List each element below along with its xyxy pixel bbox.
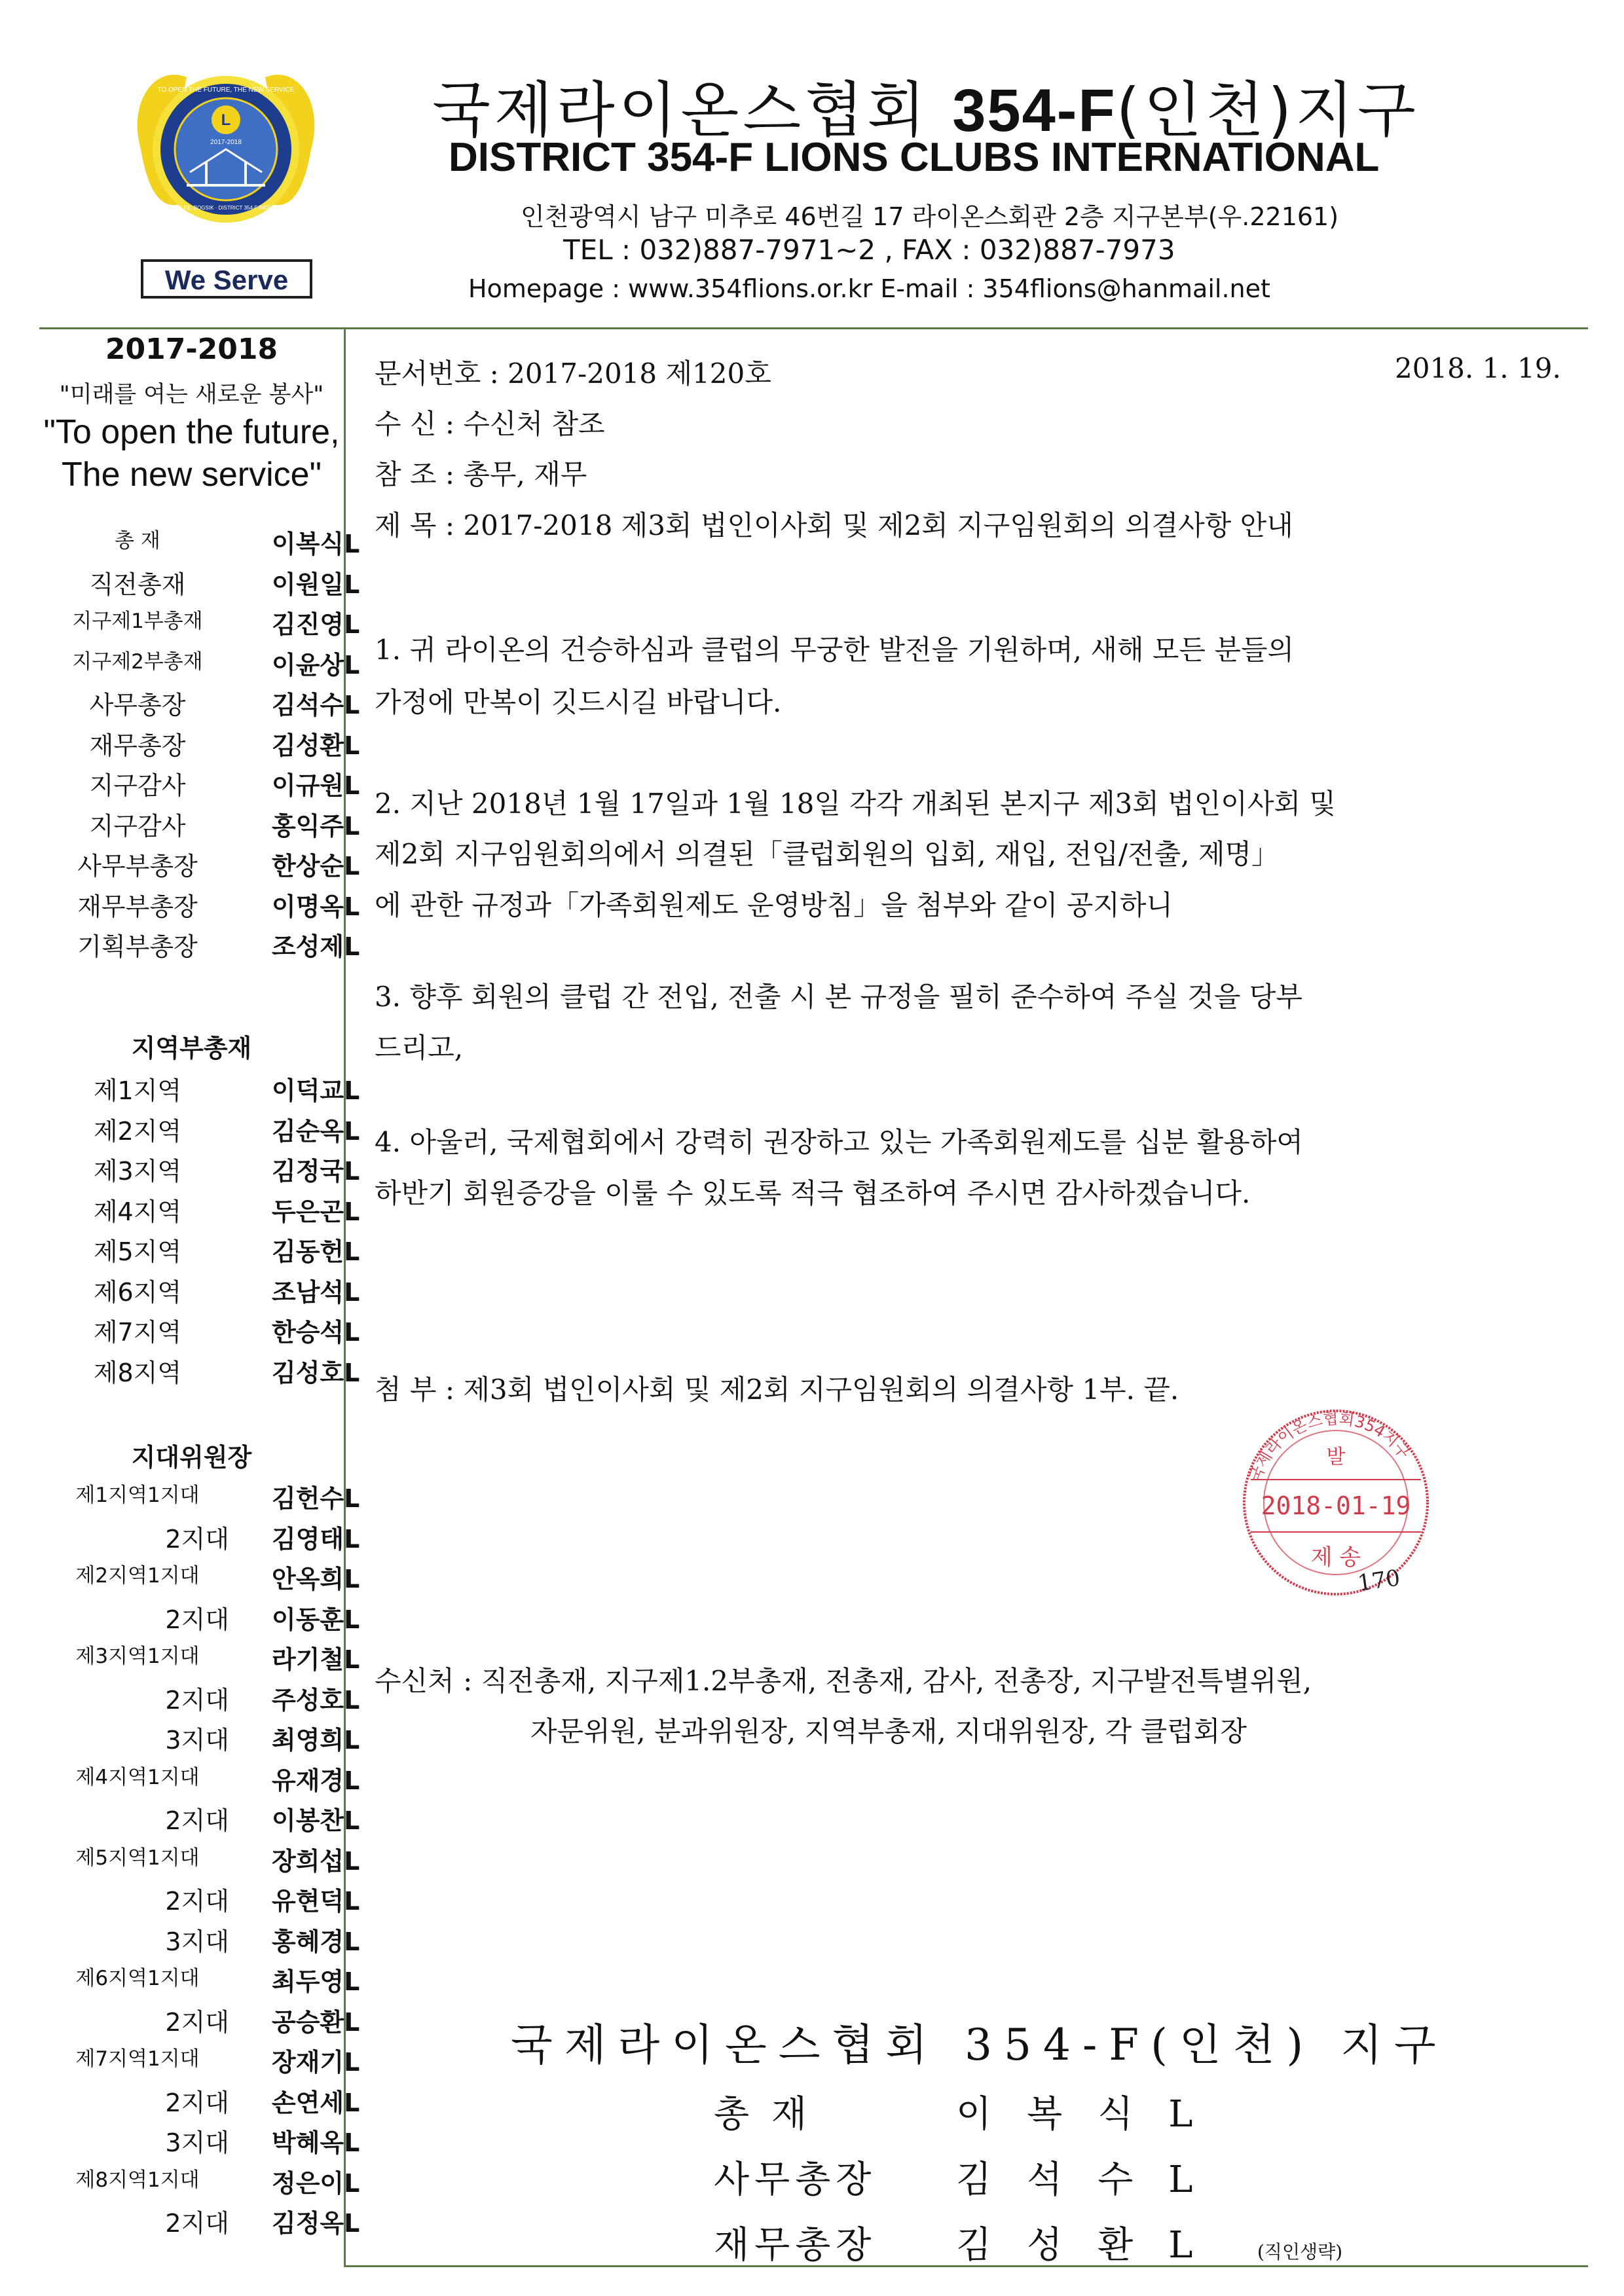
signature-name: 이복식L xyxy=(956,2093,1228,2136)
sidebar-person-row xyxy=(39,1478,360,1518)
person-name: 안옥희L xyxy=(272,1565,360,1594)
sidebar-person-row xyxy=(39,1519,360,1558)
person-name: 라기철L xyxy=(272,1645,360,1674)
sidebar-slogan-en-1: "To open the future, xyxy=(43,413,340,451)
person-name: 김정국L xyxy=(272,1157,360,1186)
sidebar-person-row xyxy=(39,1111,360,1150)
person-title: 2지대 xyxy=(165,1524,229,1554)
person-name: 공승환L xyxy=(272,2007,360,2037)
seal-omitted-note: (직인생략) xyxy=(1257,2241,1343,2263)
logo-ring-bottom: GOVERNOR LEE, BOGSIK · DISTRICT 354-F INCHEON KOREA xyxy=(149,205,303,211)
person-name: 김동헌L xyxy=(272,1237,360,1266)
we-serve-badge: We Serve xyxy=(141,259,312,299)
header-tel-fax: TEL : 032)887-7971~2 , FAX : 032)887-7973 xyxy=(563,234,1175,266)
person-title: 제1지역1지대 xyxy=(75,1484,200,1507)
sidebar-person-row xyxy=(39,1231,360,1271)
sidebar-person-row xyxy=(39,1800,360,1840)
person-name: 김헌수L xyxy=(272,1484,360,1513)
paragraph-line: 4. 아울러, 국제협회에서 강력히 권장하고 있는 가족회원제도를 십분 활용하여 xyxy=(375,1126,1303,1158)
person-name: 유현덕L xyxy=(272,1887,360,1916)
sidebar-slogan-en-2: The new service" xyxy=(61,456,322,494)
signature-role: 총 재 xyxy=(714,2093,812,2136)
svg-text:L: L xyxy=(221,111,231,129)
sidebar-person-row xyxy=(39,1760,360,1800)
signature-role: 재무총장 xyxy=(714,2224,877,2267)
person-name: 김영태L xyxy=(272,1524,360,1554)
person-name: 이동훈L xyxy=(272,1605,360,1634)
sidebar-person-row xyxy=(39,604,360,644)
lions-logo xyxy=(128,51,324,247)
person-name: 최두영L xyxy=(272,1967,360,1996)
header-title-ko-suffix: (인천)지구 xyxy=(1116,75,1420,145)
sidebar-person-row xyxy=(39,926,360,966)
person-title: 재무부총장 xyxy=(77,892,198,921)
person-name: 이윤상L xyxy=(272,650,360,680)
paragraph-line: 1. 귀 라이온의 건승하심과 클럽의 무궁한 발전을 기원하며, 새해 모든 분들의 xyxy=(375,634,1295,666)
person-title: 2지대 xyxy=(165,1806,229,1835)
person-name: 이덕교L xyxy=(272,1076,360,1105)
person-name: 이봉찬L xyxy=(272,1806,360,1835)
person-title: 지구감사 xyxy=(89,811,186,841)
sidebar-person-row xyxy=(39,1680,360,1719)
sidebar-person-row xyxy=(39,765,360,805)
sidebar-person-row xyxy=(39,564,360,604)
person-title: 사무총장 xyxy=(89,691,186,720)
person-title: 3지대 xyxy=(165,1927,229,1956)
paragraph-line: 가정에 만복이 깃드시길 바랍니다. xyxy=(375,686,782,718)
person-name: 김성환L xyxy=(272,731,360,760)
person-name: 최영희L xyxy=(272,1726,360,1755)
person-title: 제5지역1지대 xyxy=(75,1846,200,1870)
recipients-line-2: 자문위원, 분과위원장, 지역부총재, 지대위원장, 각 클럽회장 xyxy=(530,1715,1247,1747)
person-title: 제4지역 xyxy=(93,1197,182,1226)
person-title: 제8지역1지대 xyxy=(75,2168,200,2192)
doc-subject: 제 목 : 2017-2018 제3회 법인이사회 및 제2회 지구임원회의 의결사항 안내 xyxy=(375,509,1293,541)
person-name: 유재경L xyxy=(272,1766,360,1795)
paragraph-line: 하반기 회원증강을 이룰 수 있도록 적극 협조하여 주시면 감사하겠습니다. xyxy=(375,1177,1251,1209)
person-name: 주성호L xyxy=(272,1685,360,1715)
person-title: 2지대 xyxy=(165,2007,229,2037)
sidebar-person-row xyxy=(39,1070,360,1110)
sidebar-person-row xyxy=(39,1961,360,2001)
person-name: 한상순L xyxy=(272,852,360,881)
sidebar-person-row xyxy=(39,1639,360,1679)
person-name: 이명옥L xyxy=(272,892,360,921)
person-title: 2지대 xyxy=(165,1605,229,1634)
doc-recipient: 수 신 : 수신처 참조 xyxy=(375,408,605,440)
person-title: 제4지역1지대 xyxy=(75,1765,200,1789)
sidebar-person-row xyxy=(39,2163,360,2202)
logo-year: 2017-2018 xyxy=(210,139,242,146)
sidebar-person-row xyxy=(39,1720,360,1759)
person-name: 조남석L xyxy=(272,1277,360,1307)
stamp-org: 국제라이온스협회354지구 xyxy=(1246,1409,1414,1485)
person-title: 직전총재 xyxy=(89,570,186,599)
person-title: 제6지역 xyxy=(93,1277,182,1307)
person-title: 3지대 xyxy=(165,2128,229,2157)
person-title: 2지대 xyxy=(165,1887,229,1916)
sidebar-person-row xyxy=(39,524,360,563)
person-title: 제7지역 xyxy=(93,1318,182,1347)
header-title-ko-code: 354-F xyxy=(952,77,1116,144)
signature-org: 국제라이온스협회 354-F(인천) 지구 xyxy=(511,2020,1448,2070)
person-name: 김정옥L xyxy=(272,2209,360,2238)
person-name: 조성제L xyxy=(272,932,360,961)
person-title: 총 재 xyxy=(115,529,160,553)
sidebar-year: 2017-2018 xyxy=(105,333,278,366)
person-title: 제3지역1지대 xyxy=(75,1645,200,1668)
signature-name: 김석수L xyxy=(956,2159,1228,2201)
person-title: 제2지역 xyxy=(93,1116,182,1146)
person-title: 지구제1부총재 xyxy=(72,610,203,633)
logo-ring-top: TO OPEN THE FUTURE, THE NEW SERVICE xyxy=(157,86,295,94)
sidebar-person-row xyxy=(39,846,360,885)
sidebar-person-row xyxy=(39,1312,360,1351)
stamp-bottom: 제 송 xyxy=(1310,1544,1361,1571)
sidebar-person-row xyxy=(39,2083,360,2122)
person-title: 지구감사 xyxy=(89,771,186,800)
doc-number: 문서번호 : 2017-2018 제120호 xyxy=(375,357,771,390)
sidebar-person-row xyxy=(39,685,360,724)
person-name: 김석수L xyxy=(272,691,360,720)
sidebar-person-row xyxy=(39,1841,360,1880)
person-title: 지구제2부총재 xyxy=(72,649,203,674)
person-name: 홍익주L xyxy=(272,811,360,841)
paragraph-line: 2. 지난 2018년 1월 17일과 1월 18일 각각 개최된 본지구 제3회 법인이사회 및 xyxy=(375,788,1336,820)
sidebar-person-row xyxy=(39,1192,360,1231)
person-name: 정은이L xyxy=(272,2168,360,2198)
person-title: 제2지역1지대 xyxy=(75,1564,200,1588)
recipients-line-1: 수신처 : 직전총재, 지구제1.2부총재, 전총재, 감사, 전총장, 지구발전특별위원, xyxy=(375,1665,1312,1697)
region-heading: 지역부총재 xyxy=(131,1034,252,1063)
sidebar-person-row xyxy=(39,1881,360,1920)
signature-role: 사무총장 xyxy=(714,2159,877,2201)
doc-attachment: 첨 부 : 제3회 법인이사회 및 제2회 지구임원회의 의결사항 1부. 끝. xyxy=(375,1374,1179,1406)
person-name: 김성호L xyxy=(272,1358,360,1387)
header-address: 인천광역시 남구 미추로 46번길 17 라이온스회관 2층 지구본부(우.22161) xyxy=(521,202,1339,231)
header-divider xyxy=(39,327,1588,329)
person-name: 이원일L xyxy=(272,570,360,599)
header-web-email: Homepage : www.354flions.or.kr E-mail : 354flions@hanmail.net xyxy=(468,274,1270,303)
person-title: 사무부총장 xyxy=(77,852,198,881)
paragraph-line: 에 관한 규정과「가족회원제도 운영방침」을 첨부와 같이 공지하니 xyxy=(375,889,1173,921)
person-title: 제8지역 xyxy=(93,1358,182,1387)
person-name: 김진영L xyxy=(272,610,360,639)
sidebar-person-row xyxy=(39,1599,360,1639)
person-title: 제5지역 xyxy=(93,1237,182,1266)
person-title: 재무총장 xyxy=(89,731,186,760)
sidebar-person-row xyxy=(39,645,360,684)
person-name: 한승석L xyxy=(272,1318,360,1347)
stamp-top: 발 xyxy=(1326,1446,1346,1468)
person-title: 2지대 xyxy=(165,2209,229,2238)
paragraph-line: 드리고, xyxy=(375,1032,464,1064)
stamp-date: 2018-01-19 xyxy=(1261,1491,1411,1520)
person-title: 2지대 xyxy=(165,2088,229,2117)
header-title-ko-prefix: 국제라이온스협회 xyxy=(432,75,929,145)
sidebar-person-row xyxy=(39,2002,360,2041)
person-name: 손연세L xyxy=(272,2088,360,2117)
person-name: 홍혜경L xyxy=(272,1927,360,1956)
person-name: 김순옥L xyxy=(272,1116,360,1146)
handwritten-number: 170 xyxy=(1356,1565,1402,1597)
sidebar-person-row xyxy=(39,1922,360,1961)
sidebar-person-row xyxy=(39,725,360,765)
person-title: 제7지역1지대 xyxy=(75,2047,200,2071)
sidebar-person-row xyxy=(39,1151,360,1190)
person-name: 장재기L xyxy=(272,2048,360,2077)
person-name: 두은곤L xyxy=(272,1197,360,1226)
person-title: 제6지역1지대 xyxy=(75,1967,200,1990)
person-name: 이복식L xyxy=(272,530,360,558)
sidebar-slogan-ko: "미래를 여는 새로운 봉사" xyxy=(59,382,324,408)
person-title: 제1지역 xyxy=(93,1076,182,1105)
sidebar-person-row xyxy=(39,886,360,926)
sidebar-person-row xyxy=(39,1272,360,1311)
person-title: 제3지역 xyxy=(93,1157,182,1186)
person-name: 이규원L xyxy=(272,771,360,800)
doc-date: 2018. 1. 19. xyxy=(1395,352,1561,384)
paragraph-line: 제2회 지구임원회의에서 의결된「클럽회원의 입회, 재입, 전입/전출, 제명」 xyxy=(375,838,1280,870)
sidebar-person-row xyxy=(39,1559,360,1598)
person-name: 박혜옥L xyxy=(272,2128,360,2157)
header-title-en: DISTRICT 354-F LIONS CLUBS INTERNATIONAL xyxy=(449,135,1380,180)
person-title: 기획부총장 xyxy=(77,932,198,961)
sidebar-person-row xyxy=(39,806,360,845)
person-title: 2지대 xyxy=(165,1685,229,1715)
reception-stamp xyxy=(1231,1391,1441,1614)
person-name: 장희섭L xyxy=(272,1846,360,1876)
zone-heading: 지대위원장 xyxy=(131,1443,252,1472)
paragraph-line: 3. 향후 회원의 클럽 간 전입, 전출 시 본 규정을 필히 준수하여 주실 것을 당부 xyxy=(375,981,1302,1013)
sidebar-person-row xyxy=(39,1353,360,1392)
sidebar-person-row xyxy=(39,2042,360,2081)
signature-name: 김성환L xyxy=(956,2224,1228,2267)
sidebar-person-row xyxy=(39,2123,360,2162)
doc-reference: 참 조 : 총무, 재무 xyxy=(375,458,587,490)
person-title: 3지대 xyxy=(165,1726,229,1755)
sidebar-person-row xyxy=(39,2203,360,2242)
